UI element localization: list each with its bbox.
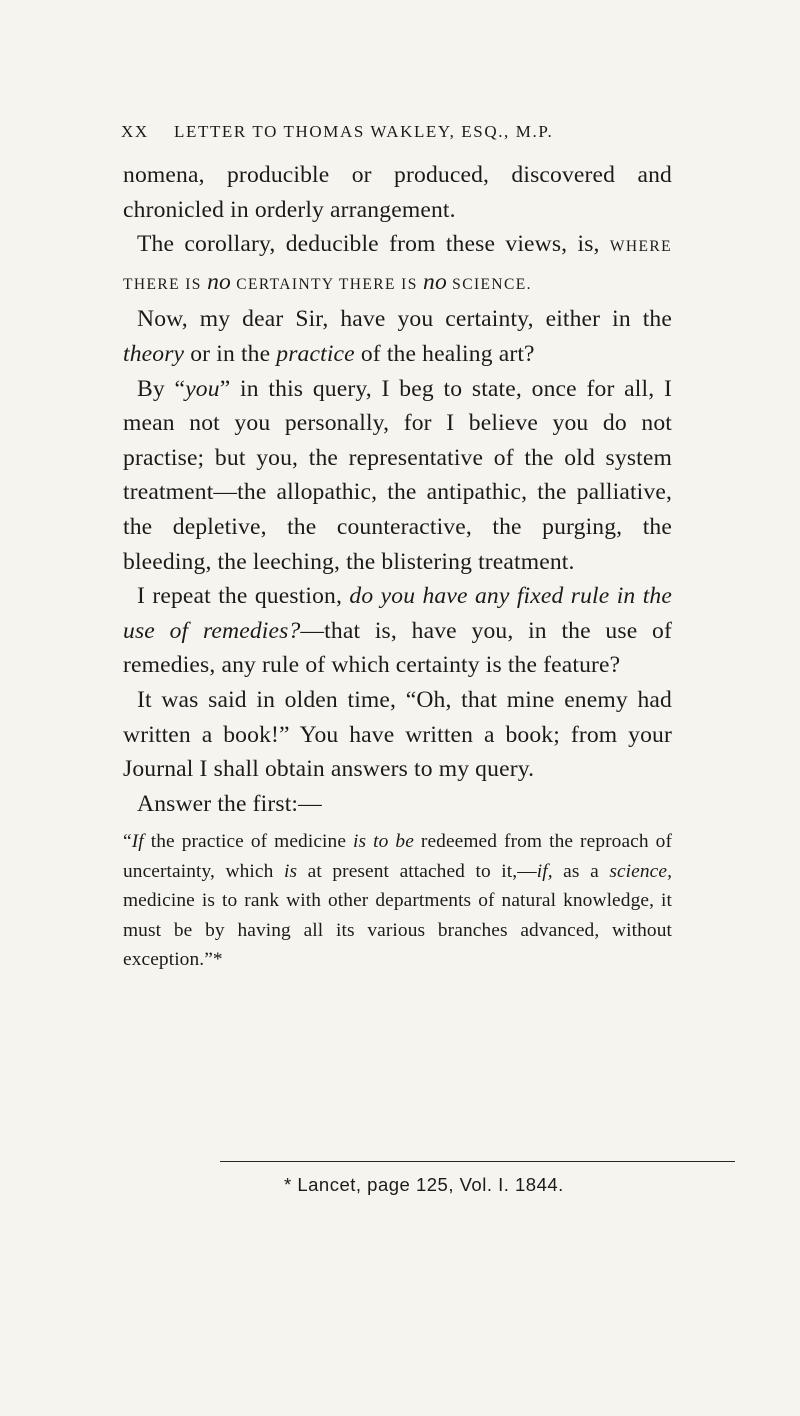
footnote-divider: [220, 1161, 735, 1162]
block-quote: “If the practice of medicine is to be redeemed from the reproach of uncertainty, which is at present attached to it,—if, as a science, medicine is to rank with other departments of natural knowledge, it must be by having all its various branches advanced, without exception.”*: [123, 831, 673, 970]
paragraph: I repeat the question, do you have any fixed rule in the use of remedies?—that is, have you, in the use of remedies, any rule of which certainty is the feature?: [123, 583, 672, 679]
footnote: * Lancet, page 125, Vol. I. 1844.: [284, 1174, 564, 1195]
running-title: LETTER TO THOMAS WAKLEY, ESQ., M.P.: [174, 122, 554, 141]
page-number: XX: [121, 122, 149, 141]
paragraph: It was said in olden time, “Oh, that mine enemy had written a book!” You have written a book; from your Journal I shall obtain answers to my query.: [123, 686, 672, 783]
paragraph: Answer the first:—: [137, 790, 322, 817]
paragraph: Now, my dear Sir, have you certainty, either in the theory or in the practice of the healing art?: [123, 306, 672, 367]
paragraph: By “you” in this query, I beg to state, once for all, I mean not you personally, for I believe you do not practise; but you, the representative of the old system treatment—the allopathic, the antipathic, the palliative, the depletive, the counteractive, the purging, the bleeding, the leeching, the blistering treatment.: [123, 375, 672, 575]
paragraph: nomena, producible or produced, discovered and chronicled in orderly arrangement.: [123, 162, 672, 223]
paragraph: The corollary, deducible from these views, is, WHERE THERE IS no CERTAINTY THERE IS no SCIENCE.: [123, 231, 672, 295]
body-text: [123, 158, 672, 974]
